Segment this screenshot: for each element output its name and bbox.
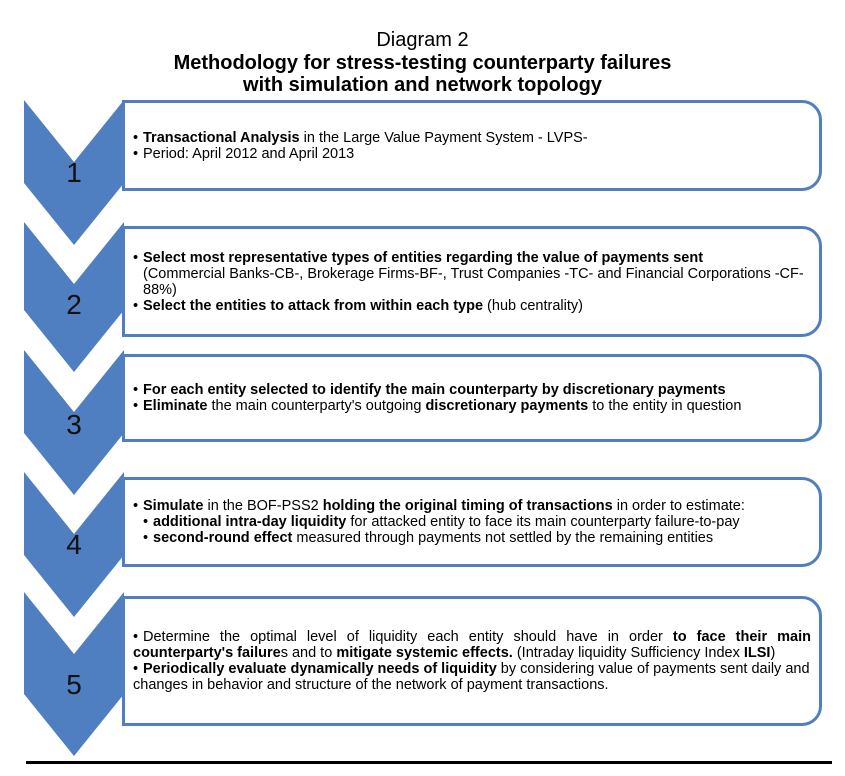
step-3-line [133, 382, 811, 398]
step-2-line [133, 250, 811, 266]
emphasis-text: second-round effect [153, 530, 293, 546]
emphasis-text: to face their main counterparty's failure [133, 629, 811, 661]
step-number-2: 2 [66, 289, 82, 320]
step-box-2 [122, 226, 822, 337]
step-5-line [133, 629, 811, 661]
emphasis-text: Periodically evaluate dynamically needs of liquidity [143, 661, 497, 677]
body-text: (Commercial Banks-CB-, Brokerage Firms-BF-, Trust Companies -TC- and Financial Corporations -CF-88%) [143, 265, 804, 298]
step-box-4 [122, 477, 822, 567]
step-3-line [133, 398, 811, 414]
bullet-icon: • [133, 249, 139, 266]
emphasis-text: For each entity selected to identify the main counterparty by discretionary payments [143, 382, 726, 398]
step-4-line [133, 498, 811, 514]
step-box-5 [122, 596, 822, 726]
emphasis-text: ILSI [743, 645, 771, 661]
step-number-1: 1 [66, 157, 82, 188]
step-5-line [133, 661, 811, 693]
step-number-3: 3 [66, 409, 82, 440]
bullet-icon: • [133, 629, 139, 645]
emphasis-text: Select most representative types of entities regarding the value of payments sent [143, 249, 704, 266]
bullet-icon: • [133, 661, 139, 677]
bullet-icon: • [143, 514, 149, 530]
body-text: (hub centrality) [483, 297, 583, 314]
bullet-icon: • [133, 498, 139, 514]
step-number-4: 4 [66, 529, 82, 560]
step-4-line [133, 530, 811, 546]
bullet-icon: • [133, 297, 139, 314]
step-box-1 [122, 100, 822, 191]
bullet-icon: • [133, 145, 139, 162]
diagram-heading-line1: Methodology for stress-testing counterparty failures [173, 52, 672, 74]
body-text: in the Large Value Payment System - LVPS- [299, 129, 588, 146]
emphasis-text: additional intra-day liquidity [153, 514, 347, 530]
step-2-line [133, 298, 811, 314]
body-text: to the entity in question [588, 398, 742, 414]
step-1-line [133, 130, 811, 146]
emphasis-text: holding the original timing of transactions [322, 498, 613, 514]
body-text: measured through payments not settled by the remaining entities [292, 530, 714, 546]
emphasis-text: mitigate systemic effects. [336, 645, 513, 661]
body-text: Period: April 2012 and April 2013 [143, 145, 355, 162]
body-text: ) [770, 645, 776, 661]
step-number-5: 5 [66, 669, 82, 700]
step-1-line [133, 146, 811, 162]
step-4-line [133, 514, 811, 530]
bullet-icon: • [133, 129, 139, 146]
body-text: in order to estimate: [612, 498, 745, 514]
body-text: the main counterparty's outgoing [207, 398, 426, 414]
emphasis-text: Transactional Analysis [143, 129, 300, 146]
emphasis-text: Simulate [143, 498, 204, 514]
diagram-label: Diagram 2 [376, 29, 469, 51]
body-text: s and to [280, 645, 337, 661]
bullet-icon: • [143, 530, 149, 546]
bullet-icon: • [133, 382, 139, 398]
step-2-line [133, 266, 811, 298]
body-text: (Intraday liquidity Sufficiency Index [512, 645, 744, 661]
footer-rule [26, 761, 832, 764]
bullet-icon: • [133, 398, 139, 414]
diagram-heading-line2: with simulation and network topology [243, 74, 602, 96]
body-text: by considering value of payments sent daily and changes in behavior and structure of the network of payment transactions. [133, 661, 810, 693]
emphasis-text: discretionary payments [425, 398, 589, 414]
body-text: in the BOF-PSS2 [203, 498, 323, 514]
body-text: Determine the optimal level of liquidity each entity should have in order [143, 629, 673, 645]
body-text: for attacked entity to face its main counterparty failure-to-pay [346, 514, 740, 530]
step-box-3 [122, 354, 822, 442]
emphasis-text: Select the entities to attack from within each type [143, 297, 484, 314]
emphasis-text: Eliminate [143, 398, 208, 414]
